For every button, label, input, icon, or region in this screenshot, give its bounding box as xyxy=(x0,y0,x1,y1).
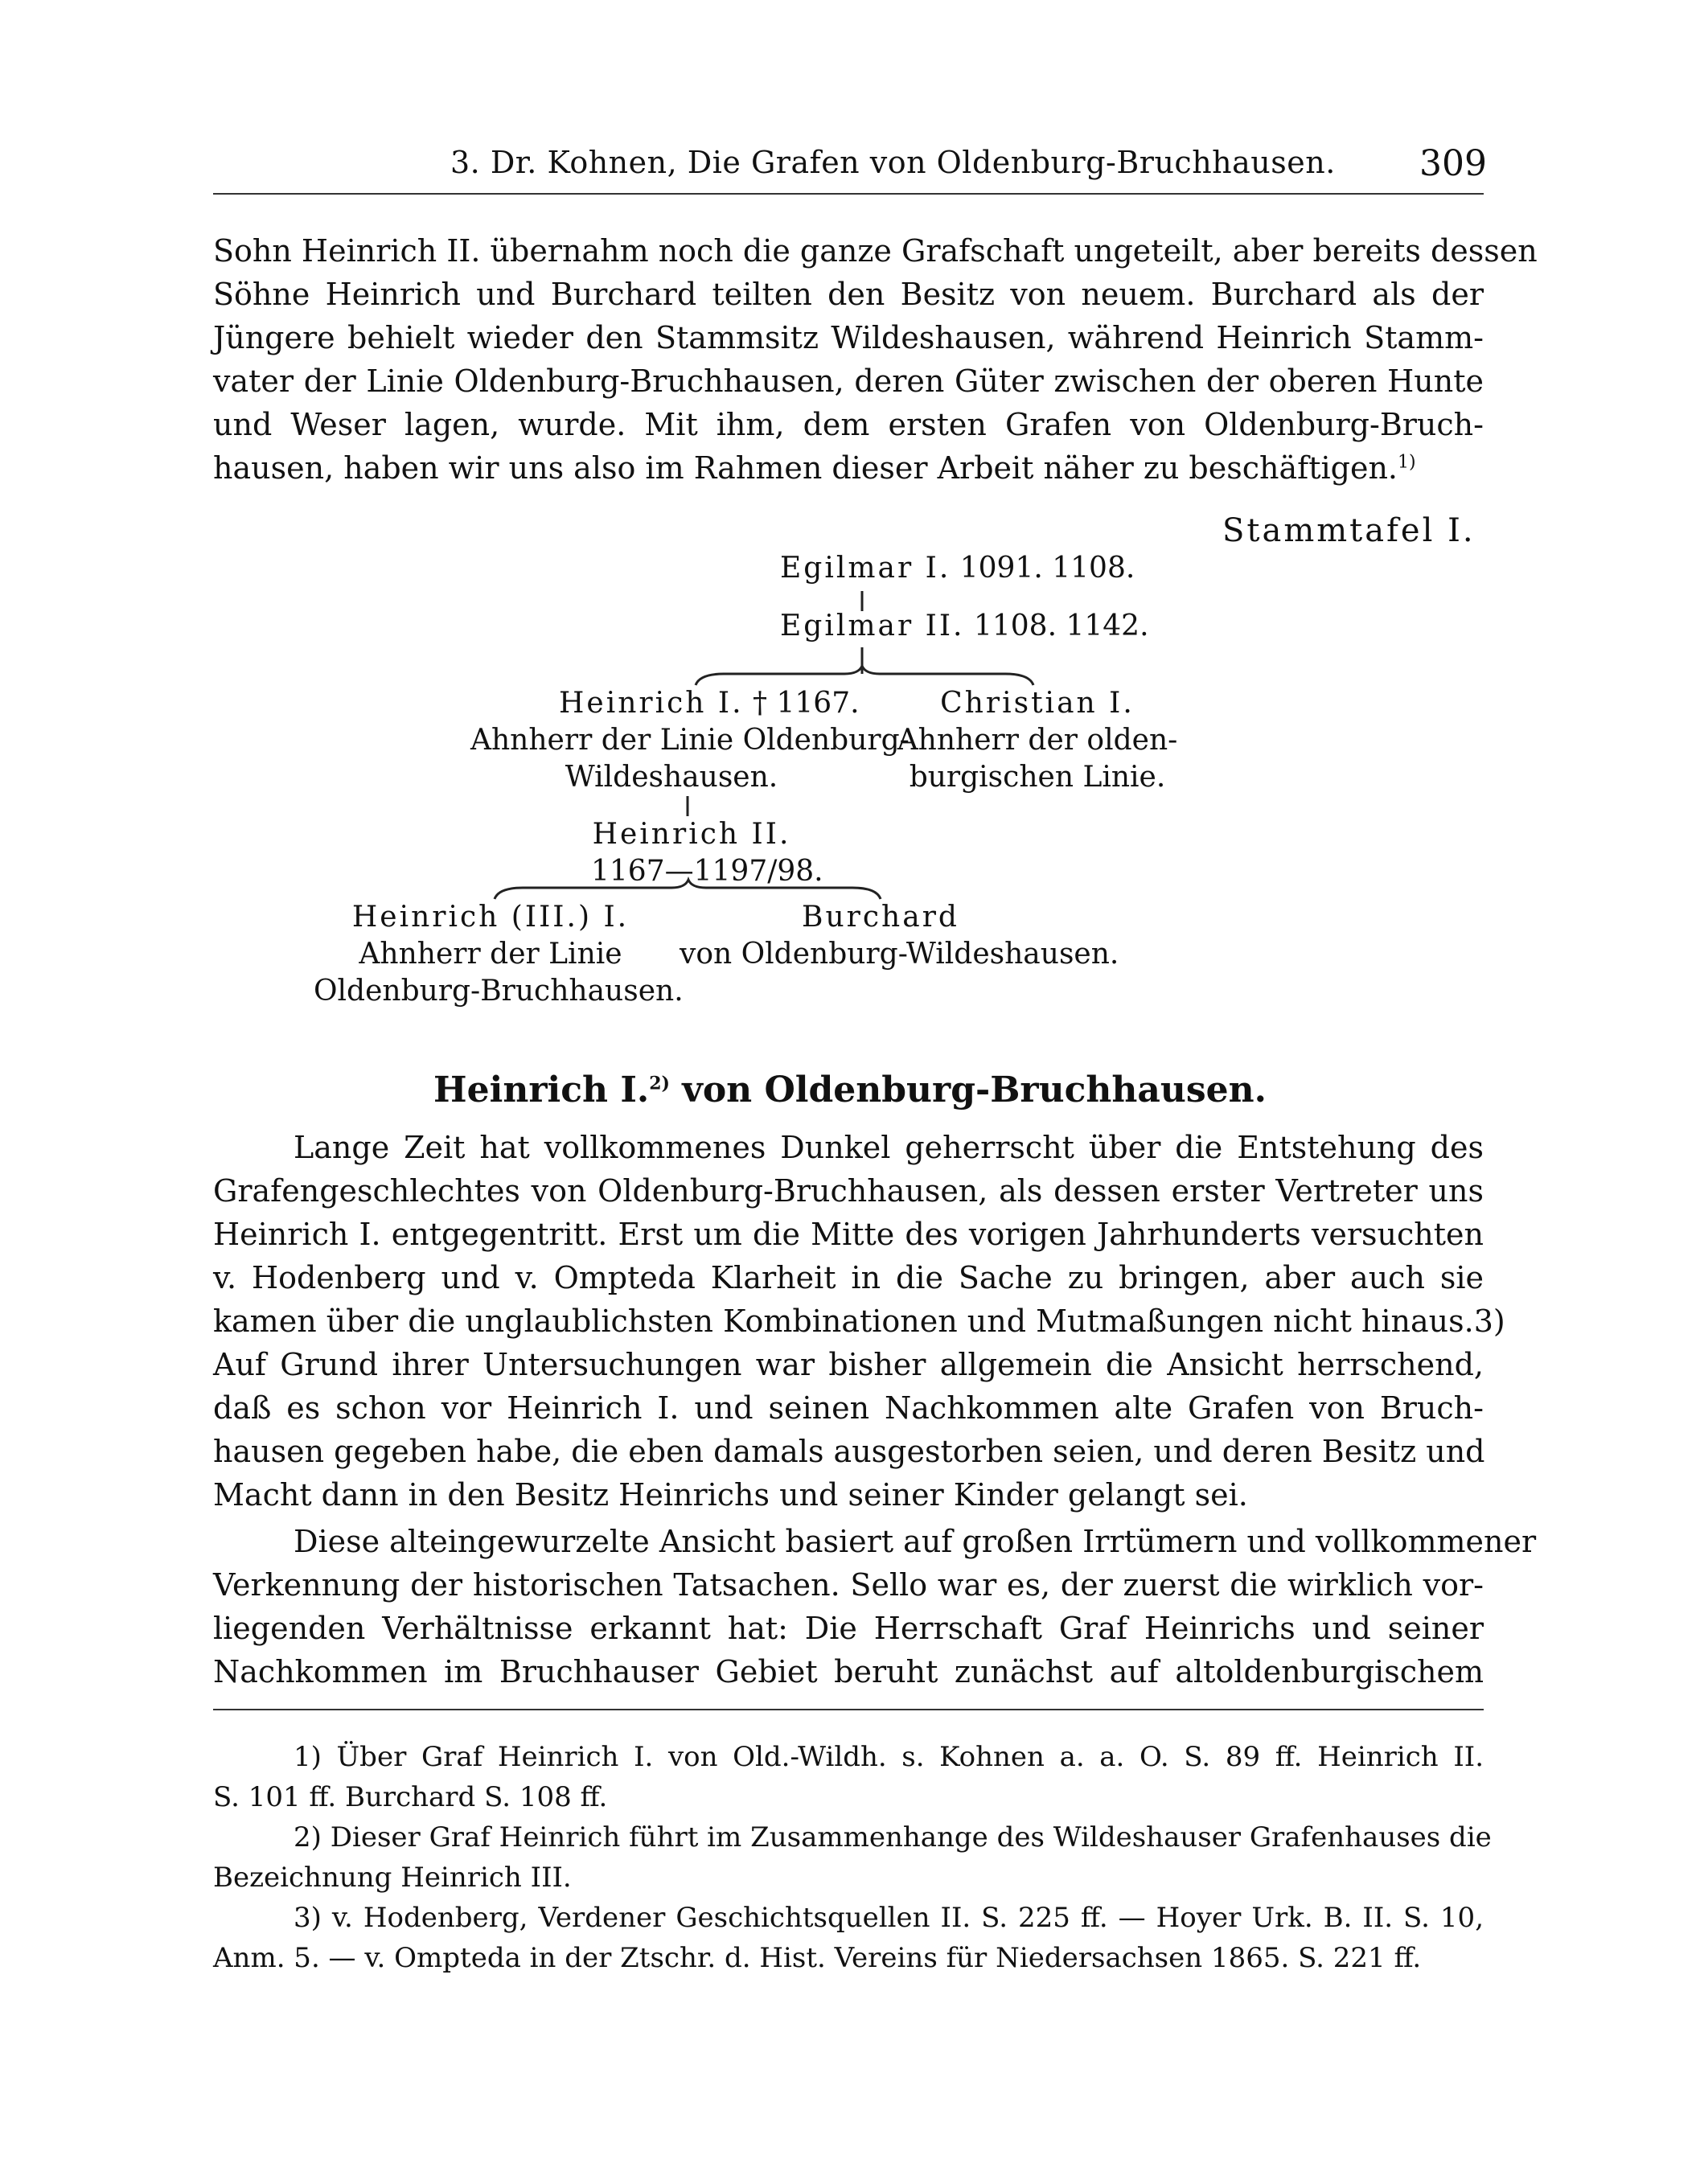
header-rule xyxy=(213,193,1484,195)
footnotes xyxy=(213,1737,1492,1978)
text-line: hausen gegeben habe, die eben damals ausgestorben seien, und deren Besitz und xyxy=(213,1434,1485,1469)
intro-paragraph xyxy=(213,229,1538,490)
person-note: Ahnherr der Linie xyxy=(359,938,622,971)
text-line: und Weser lagen, wurde. Mit ihm, dem ersten Grafen von Oldenburg-Bruch- xyxy=(213,407,1484,442)
person-name: Egilmar I. xyxy=(780,552,951,585)
footnote-ref: 1) xyxy=(1398,452,1416,473)
person-heinrich-1 xyxy=(470,685,910,796)
text-line: Sohn Heinrich II. übernahm noch die ganze Grafschaft ungeteilt, aber bereits dessen xyxy=(213,233,1538,269)
footnote-ref: 2) xyxy=(649,1073,670,1094)
person-dates: 1091. 1108. xyxy=(959,552,1135,585)
footnote-line: Bezeichnung Heinrich III. xyxy=(213,1862,572,1894)
text-line: Diese alteingewurzelte Ansicht basiert auf großen Irrtümern und vollkommener xyxy=(294,1524,1537,1559)
text-line xyxy=(213,446,1484,490)
page-number: 309 xyxy=(1419,143,1487,184)
footnote-line: 3) v. Hodenberg, Verdener Geschichtsquellen II. S. 225 ff. — Hoyer Urk. B. II. S. 10, xyxy=(294,1902,1484,1934)
person-name: Heinrich I. xyxy=(559,687,744,720)
text-line: Macht dann in den Besitz Heinrichs und seiner Kinder gelangt sei. xyxy=(213,1477,1248,1513)
text-line: daß es schon vor Heinrich I. und seinen Nachkommen alte Grafen von Bruch- xyxy=(213,1390,1484,1426)
footnote-rule xyxy=(213,1709,1484,1710)
text-line: liegenden Verhältnisse erkannt hat: Die Herrschaft Graf Heinrichs und seiner xyxy=(213,1611,1484,1646)
person-dates: † 1167. xyxy=(753,687,860,720)
person-dates: 1167—1197/98. xyxy=(591,855,823,888)
tree-brace xyxy=(696,666,1033,685)
section-heading-main: Heinrich I. xyxy=(433,1069,650,1110)
person-note: burgischen Linie. xyxy=(909,761,1166,794)
text-line-content: hausen, haben wir uns also im Rahmen dieser Arbeit näher zu beschäftigen. xyxy=(213,450,1398,486)
text-line: kamen über die unglaublichsten Kombinationen und Mutmaßungen nicht hinaus.3) xyxy=(213,1303,1505,1339)
footnote-line: 1) Über Graf Heinrich I. von Old.-Wildh. s. Kohnen a. a. O. S. 89 ff. Heinrich II. xyxy=(294,1741,1484,1773)
person-name: Heinrich (III.) I. xyxy=(351,901,630,934)
person-note: Wildeshausen. xyxy=(565,761,778,794)
person-name: Burchard xyxy=(802,901,959,934)
person-name: Egilmar II. xyxy=(780,610,965,642)
person-heinrich-2 xyxy=(591,816,823,890)
person-name: Christian I. xyxy=(940,687,1135,720)
person-egilmar-2 xyxy=(780,608,1149,645)
person-name: Heinrich II. xyxy=(592,818,791,851)
text-line: Verkennung der historischen Tatsachen. Sello war es, der zuerst die wirklich vor- xyxy=(213,1567,1484,1603)
section-heading-rest: von Oldenburg-Bruchhausen. xyxy=(669,1069,1267,1110)
text-line: vater der Linie Oldenburg-Bruchhausen, deren Güter zwischen der oberen Hunte xyxy=(213,363,1484,399)
person-heinrich-3 xyxy=(314,899,684,1010)
text-line: Lange Zeit hat vollkommenes Dunkel geherrscht über die Entstehung des xyxy=(294,1130,1484,1165)
person-dates: 1108. 1142. xyxy=(973,610,1149,642)
footnote-line: Anm. 5. — v. Ompteda in der Ztschr. d. Hist. Vereins für Niedersachsen 1865. S. 221 ff. xyxy=(213,1942,1422,1974)
person-christian-1 xyxy=(893,685,1182,796)
footnote-line: S. 101 ff. Burchard S. 108 ff. xyxy=(213,1781,608,1813)
stammtafel-title: Stammtafel I. xyxy=(1222,512,1476,549)
person-note: Ahnherr der olden- xyxy=(897,724,1178,757)
text-line: Grafengeschlechtes von Oldenburg-Bruchhausen, als dessen erster Vertreter uns xyxy=(213,1173,1484,1209)
text-line: Jüngere behielt wieder den Stammsitz Wildeshausen, während Heinrich Stamm- xyxy=(213,320,1484,355)
running-header: 3. Dr. Kohnen, Die Grafen von Oldenburg-Bruchhausen. xyxy=(450,145,1336,180)
tree-brace xyxy=(495,880,881,899)
text-line: Söhne Heinrich und Burchard teilten den Besitz von neuem. Burchard als der xyxy=(213,277,1484,312)
person-burchard xyxy=(680,899,1119,973)
paragraph-2 xyxy=(213,1520,1537,1693)
text-line: Heinrich I. entgegentritt. Erst um die Mitte des vorigen Jahrhunderts versuchten xyxy=(213,1217,1484,1252)
person-note: von Oldenburg-Wildeshausen. xyxy=(680,938,1119,971)
text-line: Nachkommen im Bruchhauser Gebiet beruht zunächst auf altoldenburgischem xyxy=(213,1654,1484,1689)
person-egilmar-1 xyxy=(780,550,1135,587)
paragraph-1 xyxy=(213,1126,1505,1517)
text-line: Auf Grund ihrer Untersuchungen war bisher allgemein die Ansicht herrschend, xyxy=(213,1347,1484,1382)
person-note: Oldenburg-Bruchhausen. xyxy=(314,975,684,1008)
footnote-line: 2) Dieser Graf Heinrich führt im Zusammenhange des Wildeshauser Grafenhauses die xyxy=(294,1821,1492,1854)
text-line: v. Hodenberg und v. Ompteda Klarheit in die Sache zu bringen, aber auch sie xyxy=(213,1260,1484,1295)
person-note: Ahnherr der Linie Oldenburg- xyxy=(470,724,910,757)
section-heading xyxy=(0,1069,1700,1110)
